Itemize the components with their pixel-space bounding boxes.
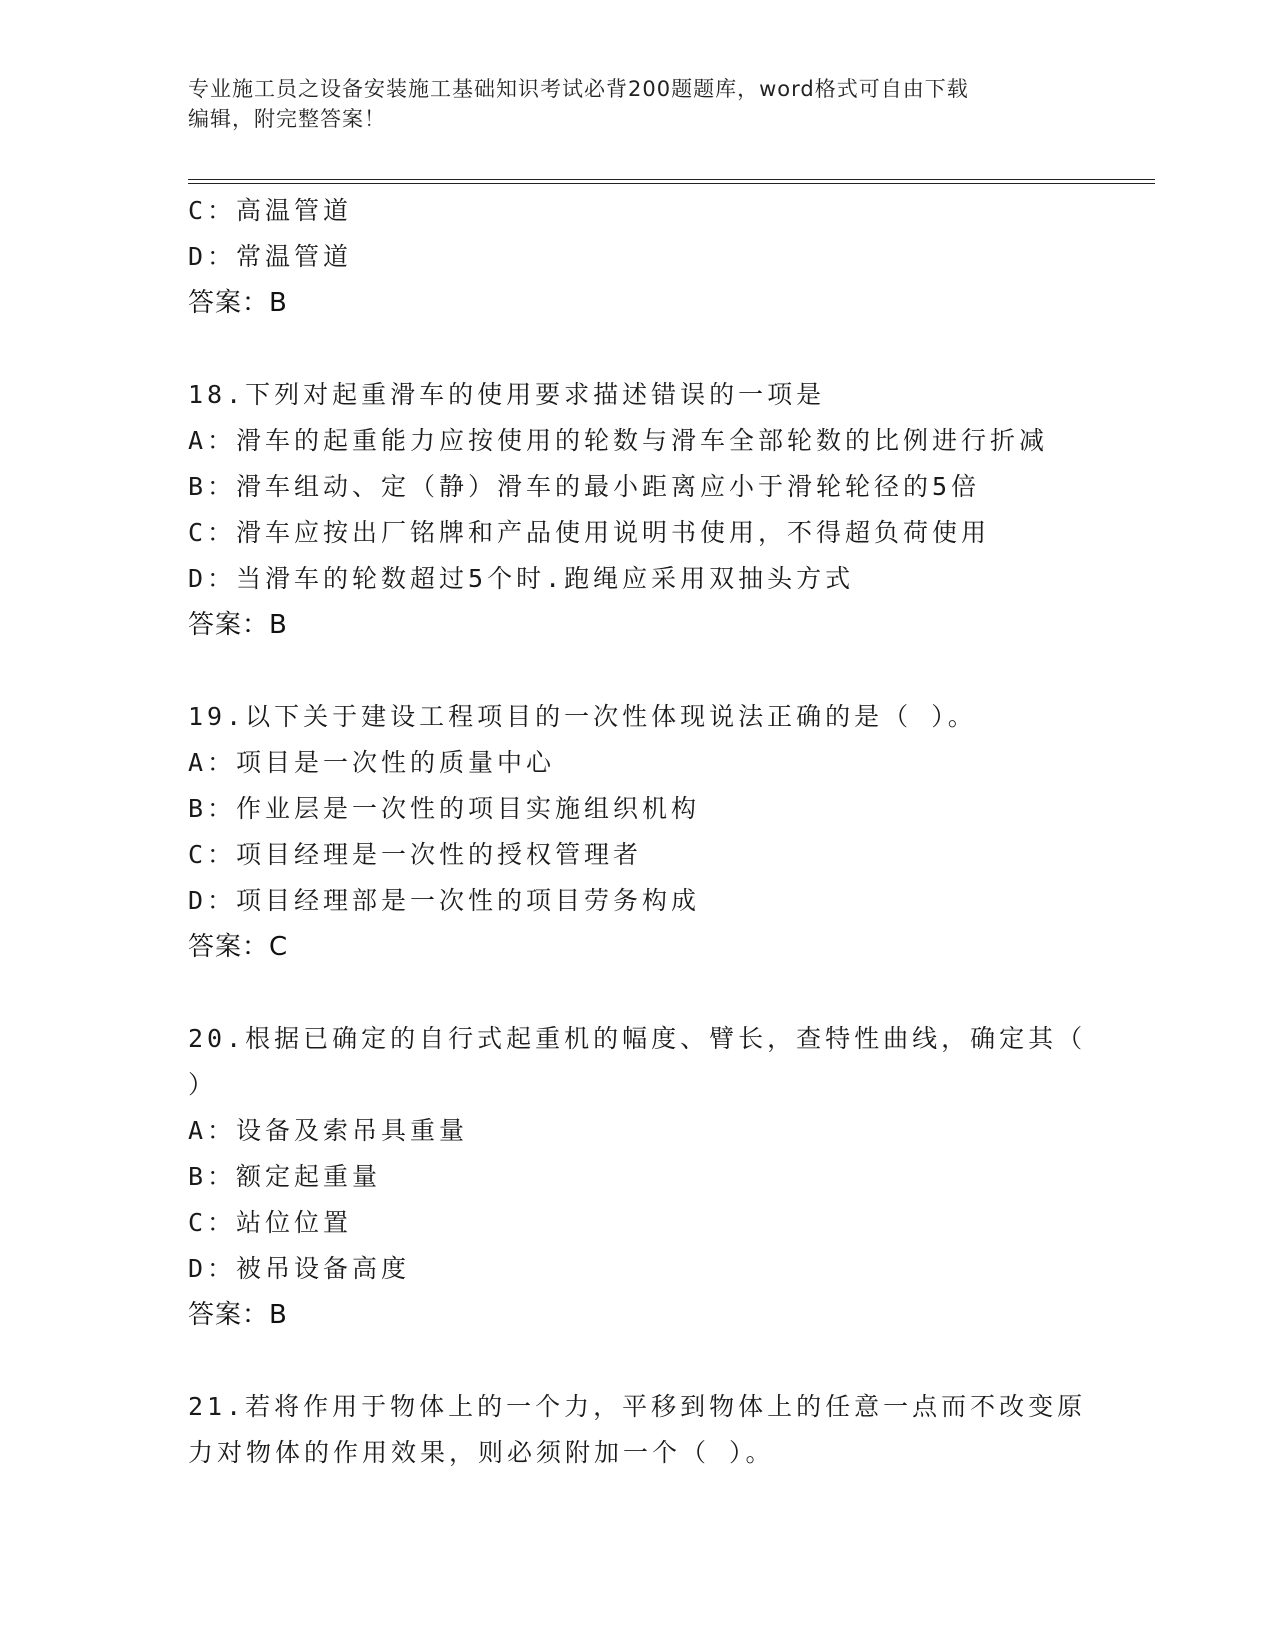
question-19 xyxy=(188,694,1088,970)
q19-answer: 答案：C xyxy=(188,932,289,962)
question-21 xyxy=(188,1384,1088,1476)
document-header xyxy=(188,74,1088,134)
q19-option-a: A：项目是一次性的质量中心 xyxy=(188,748,556,777)
spacer xyxy=(188,970,1088,1016)
spacer xyxy=(188,326,1088,372)
spacer xyxy=(188,648,1088,694)
q20-answer: 答案：B xyxy=(188,1300,288,1330)
q17-option-c: C：高温管道 xyxy=(188,196,353,225)
header-divider-bottom xyxy=(188,183,1155,184)
header-divider-top xyxy=(188,179,1155,180)
spacer xyxy=(188,1338,1088,1384)
q20-option-d: D：被吊设备高度 xyxy=(188,1254,411,1283)
q18-option-a: A：滑车的起重能力应按使用的轮数与滑车全部轮数的比例进行折减 xyxy=(188,426,1049,455)
q21-question-line-2: 力对物体的作用效果，则必须附加一个（ ）。 xyxy=(188,1438,775,1467)
q20-option-b: B：额定起重量 xyxy=(188,1162,382,1191)
q18-option-b: B：滑车组动、定（静）滑车的最小距离应小于滑轮轮径的5倍 xyxy=(188,472,981,501)
question-18 xyxy=(188,372,1088,648)
q19-option-c: C：项目经理是一次性的授权管理者 xyxy=(188,840,643,869)
q18-question: 18.下列对起重滑车的使用要求描述错误的一项是 xyxy=(188,380,826,409)
q17-answer: 答案：B xyxy=(188,288,288,318)
q19-question: 19.以下关于建设工程项目的一次性体现说法正确的是（ ）。 xyxy=(188,702,977,731)
q20-option-c: C：站位位置 xyxy=(188,1208,353,1237)
question-17 xyxy=(188,188,1088,326)
q19-option-d: D：项目经理部是一次性的项目劳务构成 xyxy=(188,886,701,915)
q17-option-d: D：常温管道 xyxy=(188,242,353,271)
q18-option-d: D：当滑车的轮数超过5个时.跑绳应采用双抽头方式 xyxy=(188,564,855,593)
q19-option-b: B：作业层是一次性的项目实施组织机构 xyxy=(188,794,701,823)
q18-answer: 答案：B xyxy=(188,610,288,640)
q18-option-c: C：滑车应按出厂铭牌和产品使用说明书使用，不得超负荷使用 xyxy=(188,518,991,547)
header-title-line-1: 专业施工员之设备安装施工基础知识考试必背200题题库，word格式可自由下载 xyxy=(188,77,969,101)
q20-question-line-1: 20.根据已确定的自行式起重机的幅度、臂长，查特性曲线，确定其（ xyxy=(188,1024,1087,1053)
q21-question-line-1: 21.若将作用于物体上的一个力，平移到物体上的任意一点而不改变原 xyxy=(188,1392,1087,1421)
q20-option-a: A：设备及索吊具重量 xyxy=(188,1116,469,1145)
q20-question-line-2: ） xyxy=(188,1070,218,1099)
question-list xyxy=(188,188,1088,1476)
question-20 xyxy=(188,1016,1088,1338)
header-title-line-2: 编辑，附完整答案！ xyxy=(188,107,386,131)
